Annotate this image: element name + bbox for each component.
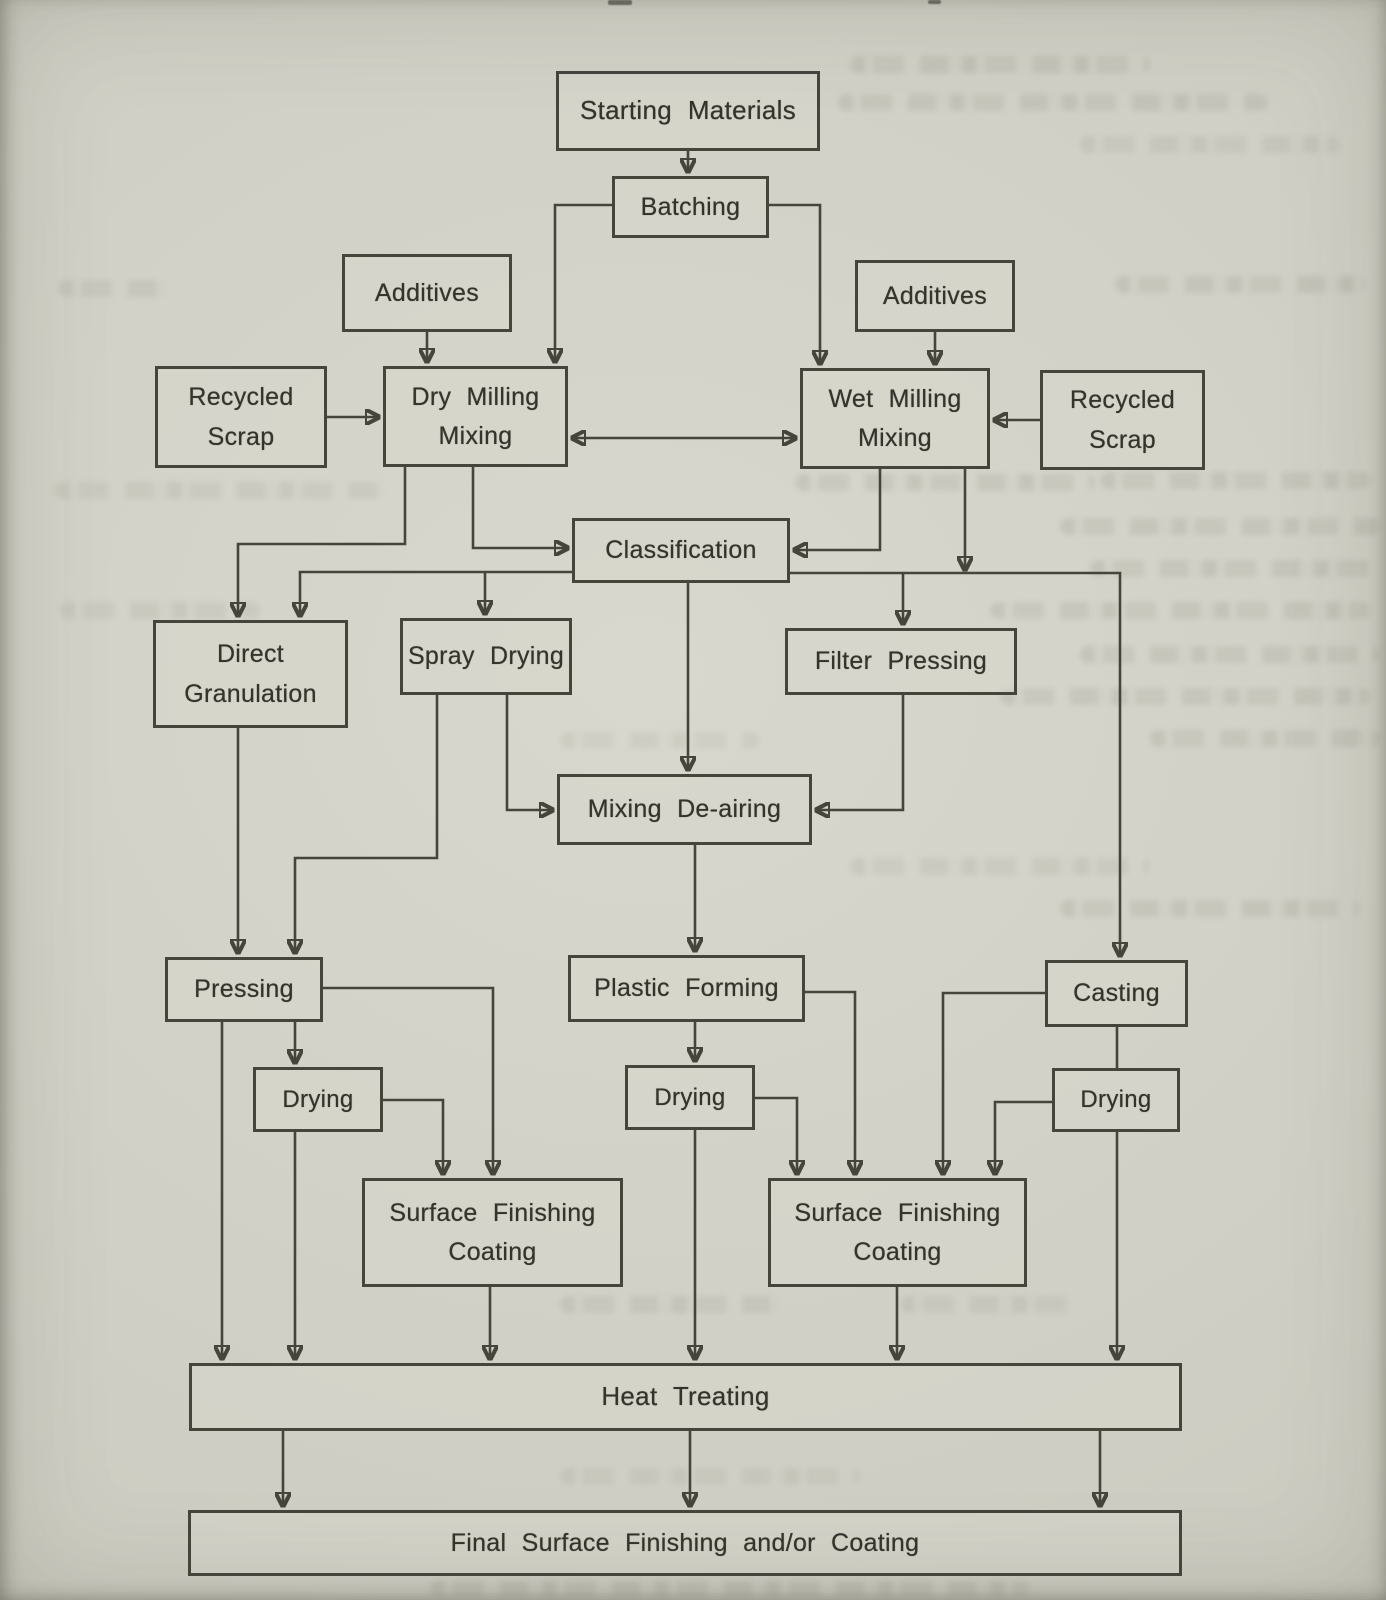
node-heat-treating — [189, 1363, 1182, 1431]
node-batching — [612, 176, 769, 238]
node-label: Coating — [853, 1238, 942, 1266]
node-dry-milling-mixing — [383, 366, 568, 467]
edge-drying-left-to-surface-finishing-coating-left — [383, 1100, 443, 1174]
node-label: Plastic Forming — [594, 974, 779, 1003]
node-label: Direct — [216, 640, 285, 669]
scan-artifact — [608, 0, 632, 5]
node-label: Granulation — [184, 679, 317, 708]
edge-drying-middle-to-surface-finishing-coating-middle — [755, 1098, 797, 1174]
node-recycled-scrap-right — [1040, 370, 1205, 470]
node-starting-materials — [556, 71, 820, 151]
node-label: Classification — [605, 536, 757, 565]
node-label: Recycled — [1069, 386, 1176, 415]
node-label: Surface Finishing — [389, 1198, 596, 1227]
edge-drying-right-to-surface-finishing-coating-middle — [995, 1102, 1052, 1174]
node-recycled-scrap-left — [155, 366, 327, 468]
node-label: Drying — [654, 1083, 726, 1111]
node-plastic-forming — [568, 955, 805, 1022]
edge-batching-to-dry-milling-mixing — [555, 205, 612, 362]
node-label: Surface Finishing — [794, 1198, 1001, 1227]
node-additives-right — [855, 260, 1015, 332]
node-mixing-de-airing — [557, 774, 812, 845]
edge-classification-to-direct-granulation — [300, 572, 572, 616]
node-label: Drying — [282, 1085, 354, 1113]
edge-dry-milling-mixing-to-classification — [473, 467, 568, 548]
node-additives-left — [342, 254, 512, 332]
edge-spray-drying-to-mixing-de-airing — [507, 695, 553, 810]
node-label: Scrap — [1089, 425, 1156, 454]
node-label: Filter Pressing — [814, 647, 988, 676]
node-casting — [1045, 960, 1188, 1027]
node-spray-drying — [400, 618, 572, 695]
node-label: Drying — [1080, 1086, 1152, 1114]
node-label: Starting Materials — [579, 95, 797, 126]
node-classification — [572, 518, 790, 583]
node-surface-finishing-coating-left — [362, 1178, 623, 1287]
node-label: Final Surface Finishing and/or Coating — [450, 1528, 920, 1557]
edge-wet-milling-mixing-to-classification — [794, 469, 880, 550]
node-label: Mixing — [438, 422, 513, 450]
node-final-surface-finishing — [188, 1510, 1182, 1576]
node-drying-middle — [625, 1065, 755, 1130]
scan-artifact — [928, 0, 941, 4]
node-label: Recycled — [188, 383, 294, 412]
edge-batching-to-wet-milling-mixing — [769, 205, 820, 364]
node-label: Mixing — [857, 424, 933, 452]
edge-spray-drying-to-pressing — [295, 695, 437, 953]
node-drying-left — [253, 1067, 383, 1132]
node-label: Spray Drying — [407, 642, 565, 671]
node-label: Mixing De-airing — [587, 795, 782, 824]
edge-plastic-forming-to-surface-finishing-coating-middle — [805, 992, 855, 1174]
node-drying-right — [1052, 1068, 1180, 1132]
node-direct-granulation — [153, 620, 348, 728]
node-label: Pressing — [194, 975, 294, 1004]
node-label: Wet Milling — [828, 384, 962, 413]
node-filter-pressing — [785, 628, 1017, 695]
node-label: Coating — [448, 1238, 537, 1266]
node-label: Casting — [1073, 979, 1160, 1008]
node-label: Heat Treating — [601, 1381, 770, 1412]
node-label: Additives — [374, 278, 480, 307]
node-label: Additives — [882, 281, 988, 310]
edge-dry-milling-mixing-to-direct-granulation — [238, 467, 405, 616]
node-label: Scrap — [207, 422, 275, 451]
edge-filter-pressing-to-mixing-de-airing — [816, 695, 903, 810]
node-label: Batching — [640, 192, 741, 221]
node-pressing — [165, 957, 323, 1022]
node-label: Dry Milling — [411, 382, 540, 411]
node-surface-finishing-coating-middle — [768, 1178, 1027, 1287]
node-wet-milling-mixing — [800, 368, 990, 469]
